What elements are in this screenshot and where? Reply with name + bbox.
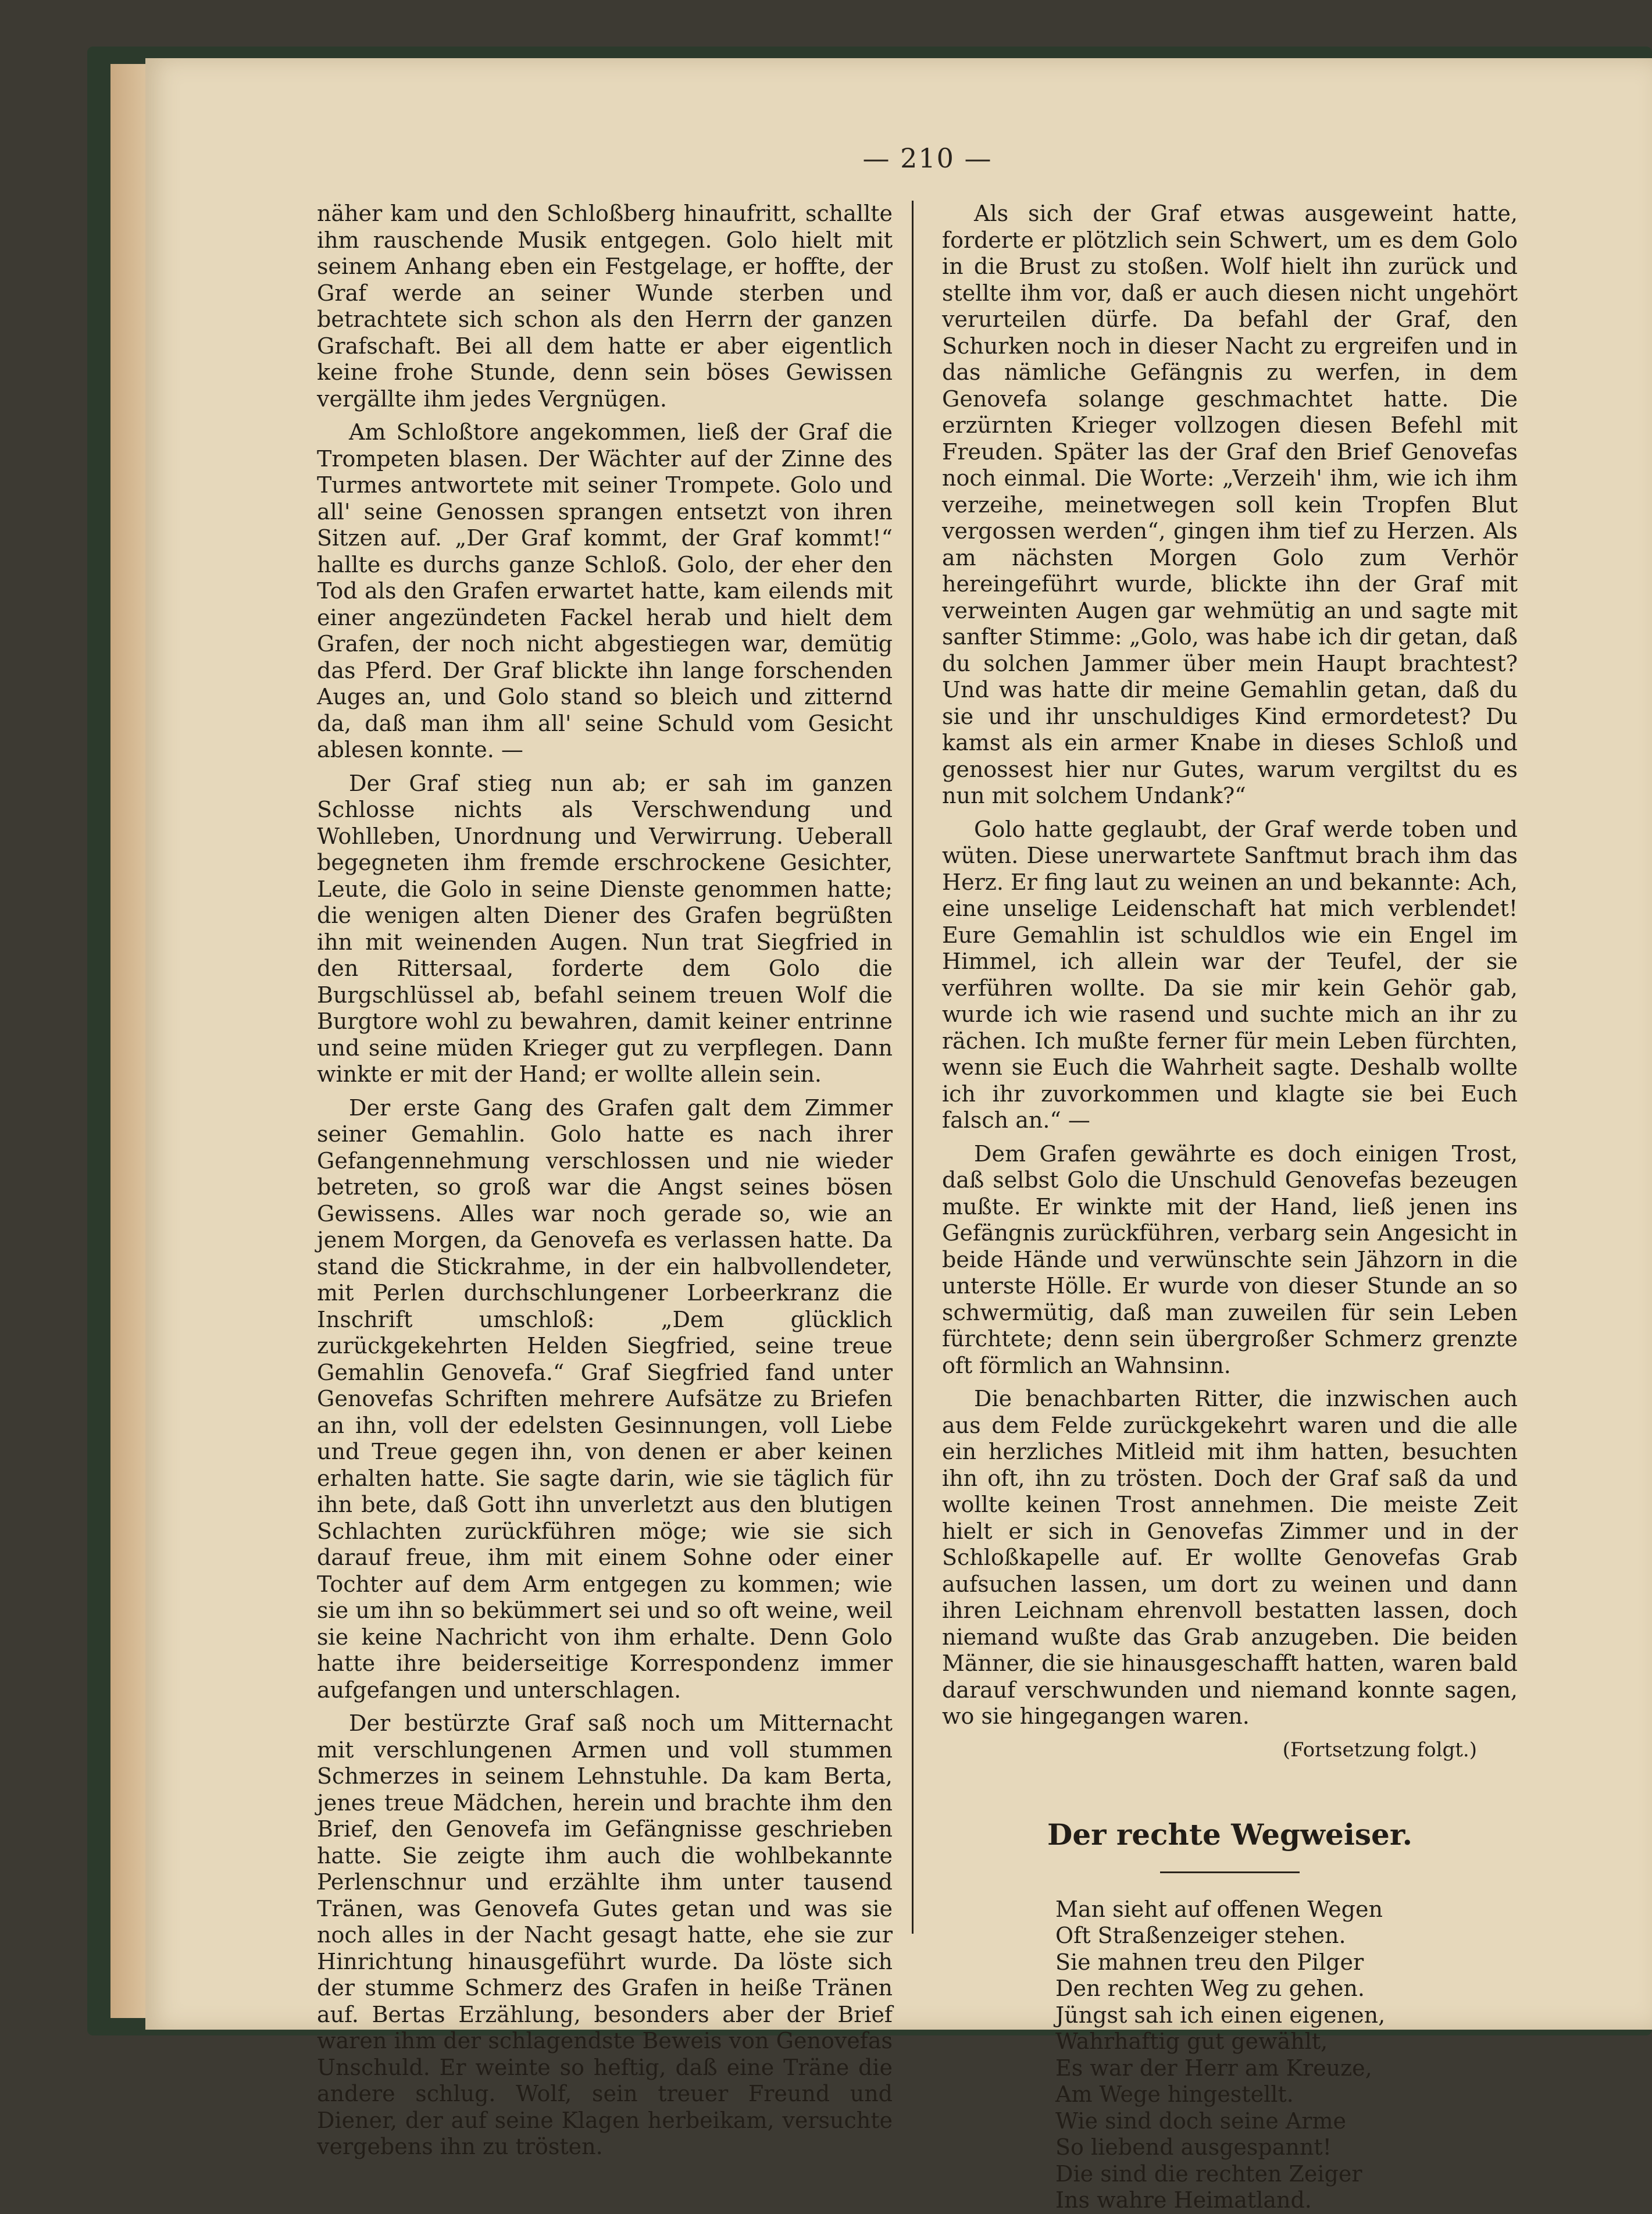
poem-line: Es war der Herr am Kreuze,	[1055, 2055, 1372, 2081]
page-number: — 210 —	[862, 142, 993, 174]
continued-note: (Fortsetzung folgt.)	[1282, 1738, 1477, 1762]
poem-line: Jüngst sah ich einen eigenen,	[1055, 2002, 1386, 2028]
paragraph: Der erste Gang des Grafen galt dem Zimmer seiner Gemahlin. Golo hatte es nach ihrer Gefangennehmung verschlossen und nie wieder betreten, so groß war die Angst seines bösen Gewissens. Alles war noch gerade so, wie an jenem Morgen, da Genovefa es verlassen hatte. Da stand die Stickrahme, in der ein halbvollendeter, mit Perlen durchschlungener Lorbeerkranz die Inschrift umschloß: „Dem glücklich zurückgekehrten Helden Siegfried, seine treue Gemahlin Genovefa.“ Graf Siegfried fand unter Genovefas Schriften mehrere Aufsätze zu Briefen an ihn, voll der edelsten Gesinnungen, voll Liebe und Treue gegen ihn, von denen er aber keinen erhalten hatte. Sie sagte darin, wie sie täglich für ihn bete, daß Gott ihn unverletzt aus den blutigen Schlachten zurückführen möge; wie sie sich darauf freue, ihm mit einem Sohne oder einer Tochter auf dem Arm entgegen zu kommen; wie sie um ihn so bekümmert sei und so oft weine, weil sie keine Nachricht von ihm erhalte. Denn Golo hatte ihre beiderseitige Korrespondenz immer aufgefangen und unterschlagen.	[317, 1094, 893, 1703]
paragraph: Als sich der Graf etwas ausgeweint hatte, forderte er plötzlich sein Schwert, um es dem Golo in die Brust zu stoßen. Wolf hielt ihn zurück und stellte ihm vor, daß er auch diesen nicht ungehört verurteilen dürfe. Da befahl der Graf, den Schurken noch in dieser Nacht zu ergreifen und in das nämliche Gefängnis zu werfen, in dem Genovefa solange geschmachtet hatte. Die erzürnten Krieger vollzogen diesen Befehl mit Freuden. Später las der Graf den Brief Genovefas noch einmal. Die Worte: „Verzeih' ihm, wie ich ihm verzeihe, meinetwegen soll kein Tropfen Blut vergossen werden“, gingen ihm tief zu Herzen. Als am nächsten Morgen Golo zum Verhör hereingeführt wurde, blickte ihn der Graf mit verweinten Augen gar wehmütig an und sagte mit sanfter Stimme: „Golo, was habe ich dir getan, daß du solchen Jammer über mein Haupt brachtest? Und was hatte dir meine Gemahlin getan, daß du sie und ihr unschuldiges Kind ermordetest? Du kamst als ein armer Knabe in dieses Schloß und genossest hier nur Gutes, warum vergiltst du es nun mit solchem Undank?“	[942, 201, 1518, 808]
poem-separator	[1160, 1871, 1300, 1873]
poem-line: Die sind die rechten Zeiger	[1055, 2160, 1362, 2187]
poem-line: Oft Straßenzeiger stehen.	[1055, 1923, 1346, 1948]
poem-line: Man sieht auf offenen Wegen	[1055, 1896, 1383, 1922]
paragraph: Die benachbarten Ritter, die inzwischen auch aus dem Felde zurückgekehrt waren und die alle ein herzliches Mitleid mit ihm hatten, besuchten ihn oft, ihn zu trösten. Doch der Graf saß da und wollte keinen Trost annehmen. Die meiste Zeit hielt er sich in Genovefas Zimmer und in der Schloßkapelle auf. Er wollte Genovefas Grab aufsuchen lassen, um dort zu weinen und dann ihren Leichnam ehrenvoll bestatten lassen, doch niemand wußte das Grab anzugeben. Die beiden Männer, die sie hinausgeschafft hatten, waren bald darauf verschwunden und niemand konnte sagen, wo sie hingegangen waren.	[942, 1386, 1518, 1729]
paragraph: Der bestürzte Graf saß noch um Mitternacht mit verschlungenen Armen und voll stummen Schmerzes in seinem Lehnstuhle. Da kam Berta, jenes treue Mädchen, herein und brachte ihm den Brief, den Genovefa im Gefängnisse geschrieben hatte. Sie zeigte ihm auch die wohlbekannte Perlenschnur und erzählte ihm unter tausend Tränen, was Genovefa Gutes getan und was sie noch alles in der Nacht gesagt hatte, ehe sie zur Hinrichtung hinausgeführt wurde. Da löste sich der stumme Schmerz des Grafen in heiße Tränen auf. Bertas Erzählung, besonders aber der Brief waren ihm der schlagendste Beweis von Genovefas Unschuld. Er weinte so heftig, daß eine Träne die andere schlug. Wolf, sein treuer Freund und Diener, der auf seine Klagen herbeikam, versuchte vergebens ihn zu trösten.	[317, 1710, 893, 2159]
right-column	[942, 201, 1518, 2214]
poem-line: Ins wahre Heimatland.	[1055, 2187, 1312, 2213]
poem-title: Der rechte Wegweiser.	[1047, 1817, 1412, 1852]
paragraph: Dem Grafen gewährte es doch einigen Trost, daß selbst Golo die Unschuld Genovefas bezeugen mußte. Er winkte mit der Hand, ließ jenen ins Gefängnis zurückführen, verbarg sein Angesicht in beide Hände und verwünschte sein Jähzorn in die unterste Hölle. Er wurde von dieser Stunde an so schwermütig, daß man zuweilen für sein Leben fürchtete; denn sein übergroßer Schmerz grenzte oft förmlich an Wahnsinn.	[942, 1140, 1518, 1378]
paragraph: näher kam und den Schloßberg hinaufritt, schallte ihm rauschende Musik entgegen. Golo hielt mit seinem Anhang eben ein Festgelage, er hoffte, der Graf werde an seiner Wunde sterben und betrachtete sich schon als den Herrn der ganzen Grafschaft. Bei all dem hatte er aber eigentlich keine frohe Stunde, denn sein böses Gewissen vergällte ihm jedes Vergnügen.	[317, 201, 893, 412]
left-column	[317, 201, 893, 2167]
poem-line: Am Wege hingestellt.	[1055, 2081, 1294, 2107]
poem	[1055, 1896, 1518, 2214]
poem-line: So liebend ausgespannt!	[1055, 2134, 1332, 2160]
poem-line: Sie mahnen treu den Pilger	[1055, 1949, 1364, 1975]
paragraph: Golo hatte geglaubt, der Graf werde toben und wüten. Diese unerwartete Sanftmut brach ihm das Herz. Er fing laut zu weinen an und bekannte: Ach, eine unselige Leidenschaft hat mich verblendet! Eure Gemahlin ist schuldlos wie ein Engel im Himmel, ich allein war der Teufel, der sie verführen wollte. Da sie mir kein Gehör gab, wurde ich wie rasend und suchte mich an ihr zu rächen. Ich mußte ferner für mein Leben fürchten, wenn sie Euch die Wahrheit sagte. Deshalb wollte ich ihr zuvorkommen und klagte sie bei Euch falsch an.“ —	[942, 816, 1518, 1133]
poem-line: Wahrhaftig gut gewählt,	[1055, 2028, 1328, 2054]
column-divider	[912, 201, 914, 1934]
paragraph: Am Schloßtore angekommen, ließ der Graf die Trompeten blasen. Der Wächter auf der Zinne des Turmes antwortete mit seiner Trompete. Golo und all' seine Genossen sprangen entsetzt von ihren Sitzen auf. „Der Graf kommt, der Graf kommt!“ hallte es durchs ganze Schloß. Golo, der eher den Tod als den Grafen erwartet hatte, kam eilends mit einer angezündeten Fackel herab und hielt dem Grafen, der noch nicht abgestiegen war, demütig das Pferd. Der Graf blickte ihn lange forschenden Auges an, und Golo stand so bleich und zitternd da, daß man ihm all' seine Schuld vom Gesicht ablesen konnte. —	[317, 419, 893, 762]
poem-line: Den rechten Weg zu gehen.	[1055, 1976, 1365, 2001]
paragraph: Der Graf stieg nun ab; er sah im ganzen Schlosse nichts als Verschwendung und Wohlleben, Unordnung und Verwirrung. Ueberall begegneten ihm fremde erschrockene Gesichter, Leute, die Golo in seine Dienste genommen hatte; die wenigen alten Diener des Grafen begrüßten ihn mit weinenden Augen. Nun trat Siegfried in den Rittersaal, forderte dem Golo die Burgschlüssel ab, befahl seinem treuen Wolf die Burgtore wohl zu bewahren, damit keiner entrinne und seine müden Krieger gut zu verpflegen. Dann winkte er mit der Hand; er wollte allein sein.	[317, 770, 893, 1087]
poem-line: Wie sind doch seine Arme	[1055, 2108, 1346, 2134]
